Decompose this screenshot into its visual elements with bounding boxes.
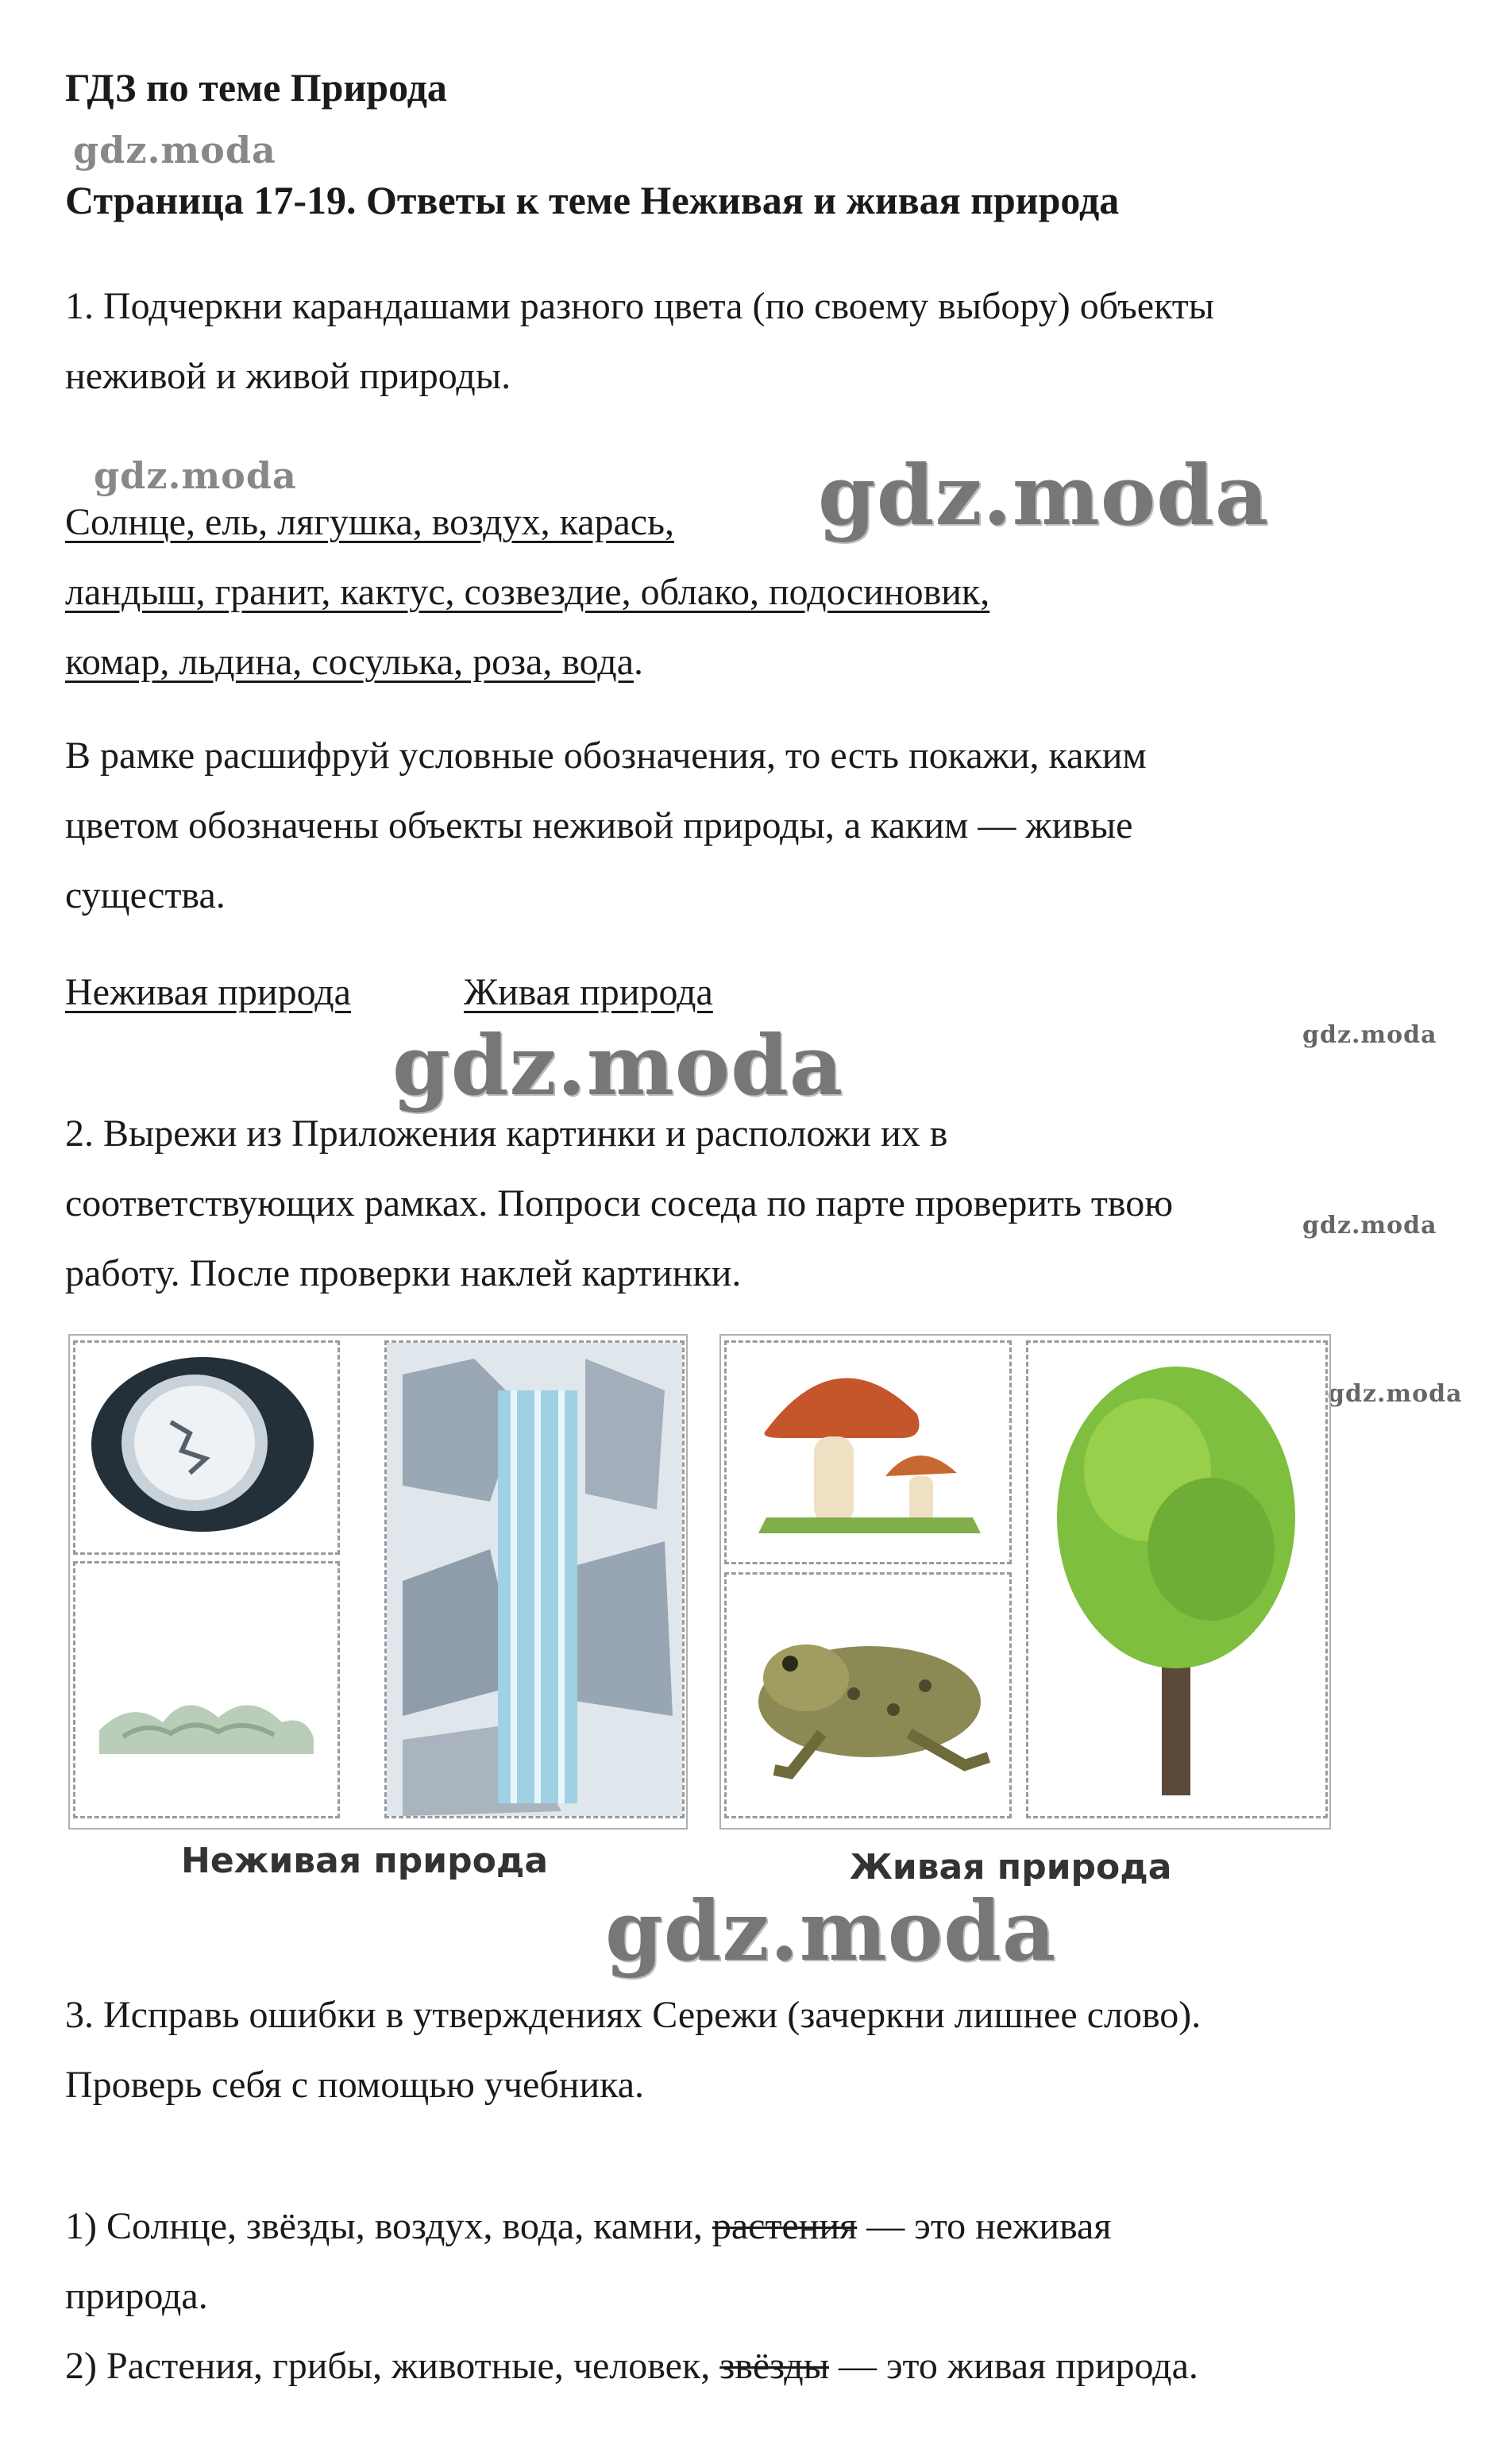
watermark: gdz.moda bbox=[1302, 1021, 1437, 1049]
moon-icon bbox=[75, 1343, 338, 1552]
picture-frame bbox=[724, 1572, 1012, 1818]
page-subtitle: Страница 17-19. Ответы к теме Неживая и живая природа bbox=[65, 178, 1120, 222]
task1-answer-line3: комар, льдина, сосулька, роза, вода. bbox=[65, 641, 644, 683]
task2-prompt-line2: соответствующих рамках. Попроси соседа по парте проверить твою bbox=[65, 1182, 1174, 1224]
task1-legend-line1: В рамке расшифруй условные обозначения, то есть покажи, каким bbox=[65, 735, 1147, 777]
watermark: gdz.moda bbox=[818, 446, 1270, 544]
task2-prompt-line1: 2. Вырежи из Приложения картинки и расположи их в bbox=[65, 1112, 948, 1155]
legend-living: Живая природа bbox=[464, 971, 713, 1013]
picture-frame bbox=[73, 1561, 340, 1818]
task1-answer-line1: Солнце, ель, лягушка, воздух, карась, bbox=[65, 501, 674, 543]
page-title: ГДЗ по теме Природа bbox=[65, 65, 447, 110]
cloud-icon bbox=[75, 1564, 338, 1816]
watermark: gdz.moda bbox=[1302, 1212, 1437, 1240]
task1-legend-line3: существа. bbox=[65, 874, 226, 916]
watermark: gdz.moda bbox=[392, 1016, 844, 1114]
task3-statement-2: 2) Растения, грибы, животные, человек, звёзды — это живая природа. bbox=[65, 2345, 1198, 2387]
task3-prompt-line1: 3. Исправь ошибки в утверждениях Сережи (зачеркни лишнее слово). bbox=[65, 1994, 1202, 2036]
task3-statement-1-cont: природа. bbox=[65, 2275, 208, 2317]
legend-nonliving: Неживая природа bbox=[65, 971, 351, 1013]
tree-icon bbox=[1028, 1343, 1325, 1816]
frog-icon bbox=[727, 1575, 1009, 1816]
picture-frame bbox=[1026, 1340, 1328, 1818]
waterfall-rocks-icon bbox=[387, 1343, 682, 1816]
picture-frame bbox=[384, 1340, 685, 1818]
watermark: gdz.moda bbox=[605, 1882, 1057, 1980]
task2-prompt-line3: работу. После проверки наклей картинки. bbox=[65, 1252, 742, 1294]
mushroom-icon bbox=[727, 1343, 1009, 1562]
caption-nonliving: Неживая природа bbox=[181, 1841, 549, 1881]
caption-living: Живая природа bbox=[850, 1847, 1172, 1887]
watermark: gdz.moda bbox=[73, 129, 276, 172]
task1-prompt-line1: 1. Подчеркни карандашами разного цвета (по своему выбору) объекты bbox=[65, 285, 1215, 327]
task3-statement-1: 1) Солнце, звёзды, воздух, вода, камни, растения — это неживая bbox=[65, 2205, 1112, 2247]
picture-frame bbox=[724, 1340, 1012, 1564]
watermark: gdz.moda bbox=[94, 454, 297, 497]
struck-word: звёзды bbox=[719, 2345, 829, 2387]
watermark: gdz.moda bbox=[1328, 1380, 1463, 1408]
task1-prompt-line2: неживой и живой природы. bbox=[65, 355, 511, 397]
picture-frame bbox=[73, 1340, 340, 1555]
task1-answer-line2: ландыш, гранит, кактус, созвездие, облако, подосиновик, bbox=[65, 571, 990, 613]
task3-prompt-line2: Проверь себя с помощью учебника. bbox=[65, 2064, 645, 2106]
task1-legend-line2: цветом обозначены объекты неживой природы, а каким — живые bbox=[65, 804, 1133, 846]
struck-word: растения bbox=[712, 2205, 858, 2247]
